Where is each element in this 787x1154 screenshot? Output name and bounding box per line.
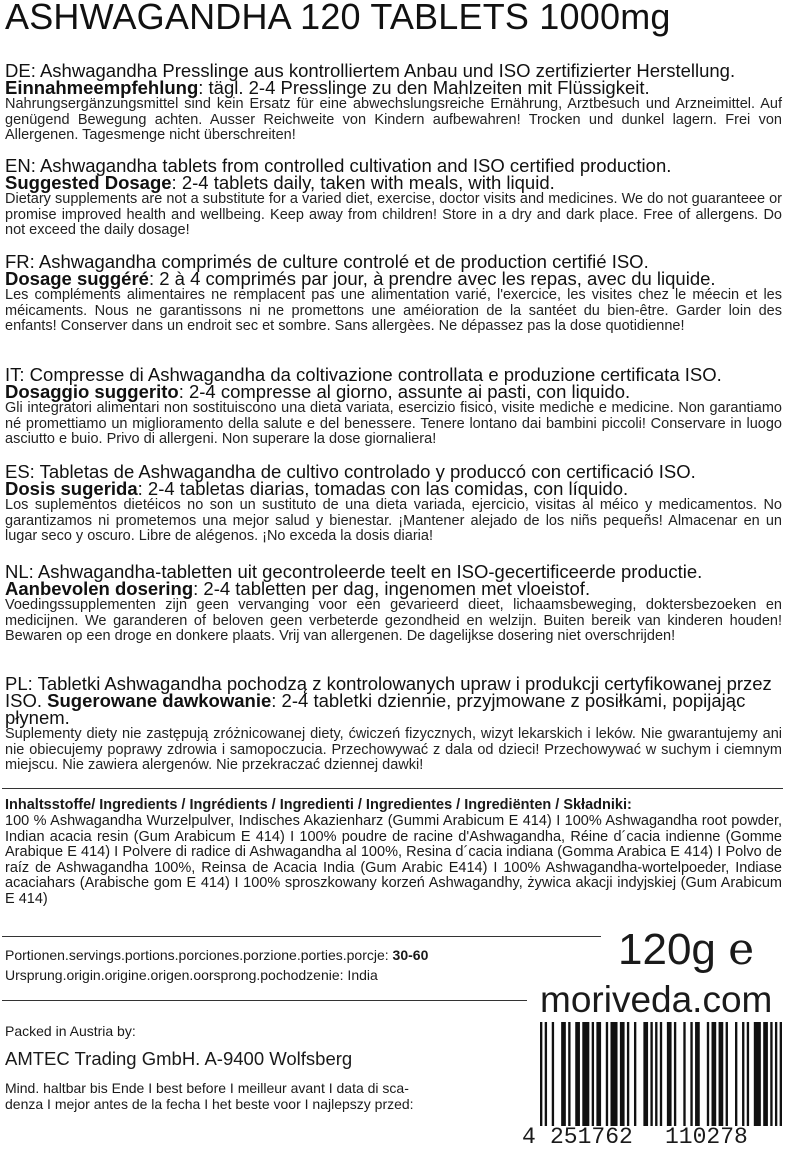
section-body: Nahrungsergänzungsmittel sind kein Ersatz für eine abwechslungsreiche Ernährung, Arztbesuch und Arzneimittel. Auf genügend Bewegung achten. Ausser Reichweite von Kindern aufbewahren! Trocken und dunkel lagern. Frei von Allergenen. Tagesmenge nicht überschreiten!	[5, 96, 782, 143]
section-body: Dietary supplements are not a substitute for a varied diet, exercise, doctor visits and medicines. We do not guaranteee or promise improved health and wellbeing. Keep away from children! Store in a dry and dark place. Free of allergens. Do not exceed the daily dosage!	[5, 191, 782, 238]
section-heading: FR: Ashwagandha comprimés de culture controlé et de production certifié ISO.	[5, 251, 649, 272]
packed-label: Packed in Austria by:	[5, 1023, 136, 1039]
barcode-bar	[660, 1022, 662, 1126]
section-heading: EN: Ashwagandha tablets from controlled cultivation and ISO certified production.	[5, 155, 672, 176]
dosage-line	[5, 480, 782, 497]
barcode-bar	[690, 1022, 692, 1126]
barcode-bar	[775, 1022, 777, 1126]
dosage-line	[5, 79, 782, 96]
section-body: Voedingssupplementen zijn geen vervanging voor een gevarieerd dieet, lichaamsbeweging, doktersbezoeken en medicijnen. We garanderen of beloven geen verbeterde gezondheid en welzijn. Buiten bereik van kinderen houden! Bewaren op een droge en donkere plaats. Vrij van allergenen. De dagelijkse dosering niet overschrijden!	[5, 597, 782, 644]
barcode-bar	[754, 1022, 761, 1126]
dosage-label: Dosage suggéré	[5, 268, 149, 289]
dosage-text: : 2 à 4 comprimés par jour, à prendre avec les repas, avec du liquide.	[148, 268, 716, 289]
barcode	[540, 1022, 782, 1126]
origin-line: Ursprung.origin.origine.origen.oorsprong.pochodzenie: India	[5, 967, 378, 983]
barcode-bar	[735, 1022, 737, 1126]
dosage-label: Suggested Dosage	[5, 172, 172, 193]
barcode-bar	[610, 1022, 617, 1126]
barcode-bar	[726, 1022, 728, 1126]
section-it	[5, 366, 782, 448]
section-body: Les compléments alimentaires ne remplacent pas une alimentation varié, l'exercice, les visites chez le méecin et les méicaments. Nous ne garantissons ni ne promettons une améioration de la santéet du bien-être. Garder loin des enfants! Conserver dans un endroit sec et sombre. Sans allergèes. Ne dépassez pas la dose quotidienne!	[5, 287, 782, 334]
barcode-bar	[540, 1022, 542, 1126]
section-de	[5, 62, 782, 144]
servings-label: Portionen.servings.portions.porciones.porzione.porties.porcje:	[5, 947, 393, 963]
dosage-label: Aanbevolen dosering	[5, 578, 194, 599]
dosage-label: Einnahmeempfehlung	[5, 77, 199, 98]
section-body: Los suplementos dietéicos no son un sustituto de una dieta variada, ejercicio, visitas al méico y medicamentos. No garantizamos ni prometemos una mejor salud y bienestar. ¡Mantener alejado de los niñs pequeñs! Almacenar en un lugar seco y oscuro. Libre de alégenos. ¡No exceda la dosis diaria!	[5, 497, 782, 544]
dosage-text: : 2-4 tabletten per dag, ingenomen met vloeistof.	[193, 578, 591, 599]
section-heading	[5, 675, 782, 726]
barcode-bar	[643, 1022, 648, 1126]
company-address: A-9400 Wolfsberg	[200, 1048, 353, 1069]
company-name: AMTEC Trading GmbH.	[5, 1048, 201, 1069]
barcode-bar	[667, 1022, 672, 1126]
divider	[2, 1000, 527, 1001]
barcode-digits-right: 110278	[665, 1124, 748, 1150]
divider	[2, 788, 783, 789]
barcode-digit-first: 4	[522, 1124, 536, 1150]
barcode-bar	[655, 1022, 657, 1126]
barcode-bar	[575, 1022, 580, 1126]
dosage-line	[5, 580, 782, 597]
barcode-bar	[582, 1022, 589, 1126]
barcode-bar	[568, 1022, 570, 1126]
barcode-bar	[747, 1022, 749, 1126]
dosage-label: Dosaggio suggerito	[5, 381, 179, 402]
barcode-bar	[707, 1022, 709, 1126]
dosage-text: : 2-4 tabletki dziennie, przyjmowane z posiłkami, popijając płynem.	[5, 690, 746, 728]
barcode-bar	[596, 1022, 601, 1126]
barcode-bar	[552, 1022, 554, 1126]
website: moriveda.com	[540, 979, 773, 1020]
barcode-bar	[545, 1022, 547, 1126]
barcode-bar	[627, 1022, 629, 1126]
barcode-bar	[712, 1022, 717, 1126]
section-heading: DE: Ashwagandha Presslinge aus kontrolliertem Anbau und ISO zertifizierter Herstellung.	[5, 60, 736, 81]
servings-value: 30-60	[392, 947, 429, 963]
section-heading: NL: Ashwagandha-tabletten uit gecontroleerde teelt en ISO-gecertificeerde productie.	[5, 561, 703, 582]
section-en	[5, 157, 782, 239]
dosage-text: : 2-4 tablets daily, taken with meals, with liquid.	[171, 172, 555, 193]
section-heading: IT: Compresse di Ashwagandha da coltivazione controllata e produzione certificata ISO.	[5, 364, 722, 385]
dosage-label: Sugerowane dawkowanie	[47, 690, 272, 711]
barcode-bar	[695, 1022, 700, 1126]
dosage-text: : tägl. 2-4 Presslinge zu den Mahlzeiten mit Flüssigkeit.	[198, 77, 650, 98]
best-before-line-1: Mind. haltbar bis Ende I best before I meilleur avant I data di sca-	[5, 1080, 409, 1096]
section-pl	[5, 675, 782, 774]
barcode-bar	[780, 1022, 782, 1126]
barcode-bar	[674, 1022, 676, 1126]
section-body: Gli integratori alimentari non sostituiscono una dieta variata, esercizio fisico, visite mediche e medicine. Non garantiamo né promettiamo un miglioramento della salute e del benessere. Tenere lontano dai bambini piccoli! Conservare in luogo asciutto e buio. Privo di allergeni. Non superare la dose giornaliera!	[5, 400, 782, 447]
dosage-label: Dosis sugerida	[5, 478, 138, 499]
barcode-bar	[719, 1022, 724, 1126]
section-body: Suplementy diety nie zastępują zróżnicowanej diety, ćwiczeń fizycznych, wizyt lekarskich i leków. Nie gwarantujemy ani nie obiecujemy poprawy zdrowia i samopoczucia. Przechowywać z dala od dzieci! Przechowywać w suchym i ciemnym miejscu. Nie zawiera alergenów. Nie przekraczać dziennej dawki!	[5, 726, 782, 773]
barcode-bar	[742, 1022, 744, 1126]
estimated-sign-icon: e	[728, 924, 755, 975]
ingredients-block	[5, 796, 782, 907]
barcode-bar	[606, 1022, 608, 1126]
barcode-bar	[770, 1022, 772, 1126]
barcode-bar	[592, 1022, 594, 1126]
dosage-text: : 2-4 tabletas diarias, tomadas con las comidas, con líquido.	[137, 478, 629, 499]
dosage-text: : 2-4 compresse al giorno, assunte ai pasti, con liquido.	[178, 381, 631, 402]
barcode-bar	[634, 1022, 636, 1126]
product-title: ASHWAGANDHA 120 TABLETS 1000mg	[5, 0, 671, 37]
section-heading-text: PL: Tabletki Ashwagandha pochodzą z kontrolowanych upraw i produkcji certyfikowanej przez ISO.	[5, 673, 772, 711]
barcode-bar	[683, 1022, 685, 1126]
section-es	[5, 463, 782, 545]
dosage-line	[5, 270, 782, 287]
barcode-digits-left: 251762	[550, 1124, 633, 1150]
ingredients-text: 100 % Ashwagandha Wurzelpulver, Indisches Akazienharz (Gummi Arabicum E 414) I 100% Ashwagandha root powder, Indian acacia resin (Gum Arabicum E 414) I 100% poudre de racine d'Ashwagandha, Réine d´cacia indienne (Gomme Arabique E 414) I Polvere di radice di Ashwagandha al 100%, Resina d´cacia indiana (Gomma Arabica E 414) I Polvo de raíz de Ashwagandha 100%, Reinsa de Acacia India (Gum Arabic E414) I 100% Ashwagandha-wortelpoeder, Indiase acaciahars (Arabische gom E 414) I 100% sproszkowany korzeń Ashwagandhy, żywica akacji indyjskiej (Gum Arabicum E 414)	[5, 813, 782, 907]
barcode-bar	[763, 1022, 768, 1126]
barcode-bar	[620, 1022, 625, 1126]
best-before-line-2: denza I mejor antes de la fecha I het beste voor I najlepszy przed:	[5, 1096, 414, 1112]
dosage-line	[5, 383, 782, 400]
company-line	[5, 1048, 352, 1070]
dosage-line	[5, 174, 782, 191]
barcode-bar	[650, 1022, 652, 1126]
barcode-bar	[561, 1022, 566, 1126]
divider	[2, 936, 601, 937]
section-nl	[5, 563, 782, 645]
section-fr	[5, 253, 782, 335]
ingredients-heading: Inhaltsstoffe/ Ingredients / Ingrédients / Ingredienti / Ingredientes / Ingrediënten / Składniki:	[5, 797, 632, 813]
servings-line	[5, 946, 428, 964]
net-weight	[618, 926, 754, 974]
net-weight-value: 120g	[618, 925, 716, 974]
section-heading: ES: Tabletas de Ashwagandha de cultivo controlado y produccó con certificació ISO.	[5, 461, 696, 482]
